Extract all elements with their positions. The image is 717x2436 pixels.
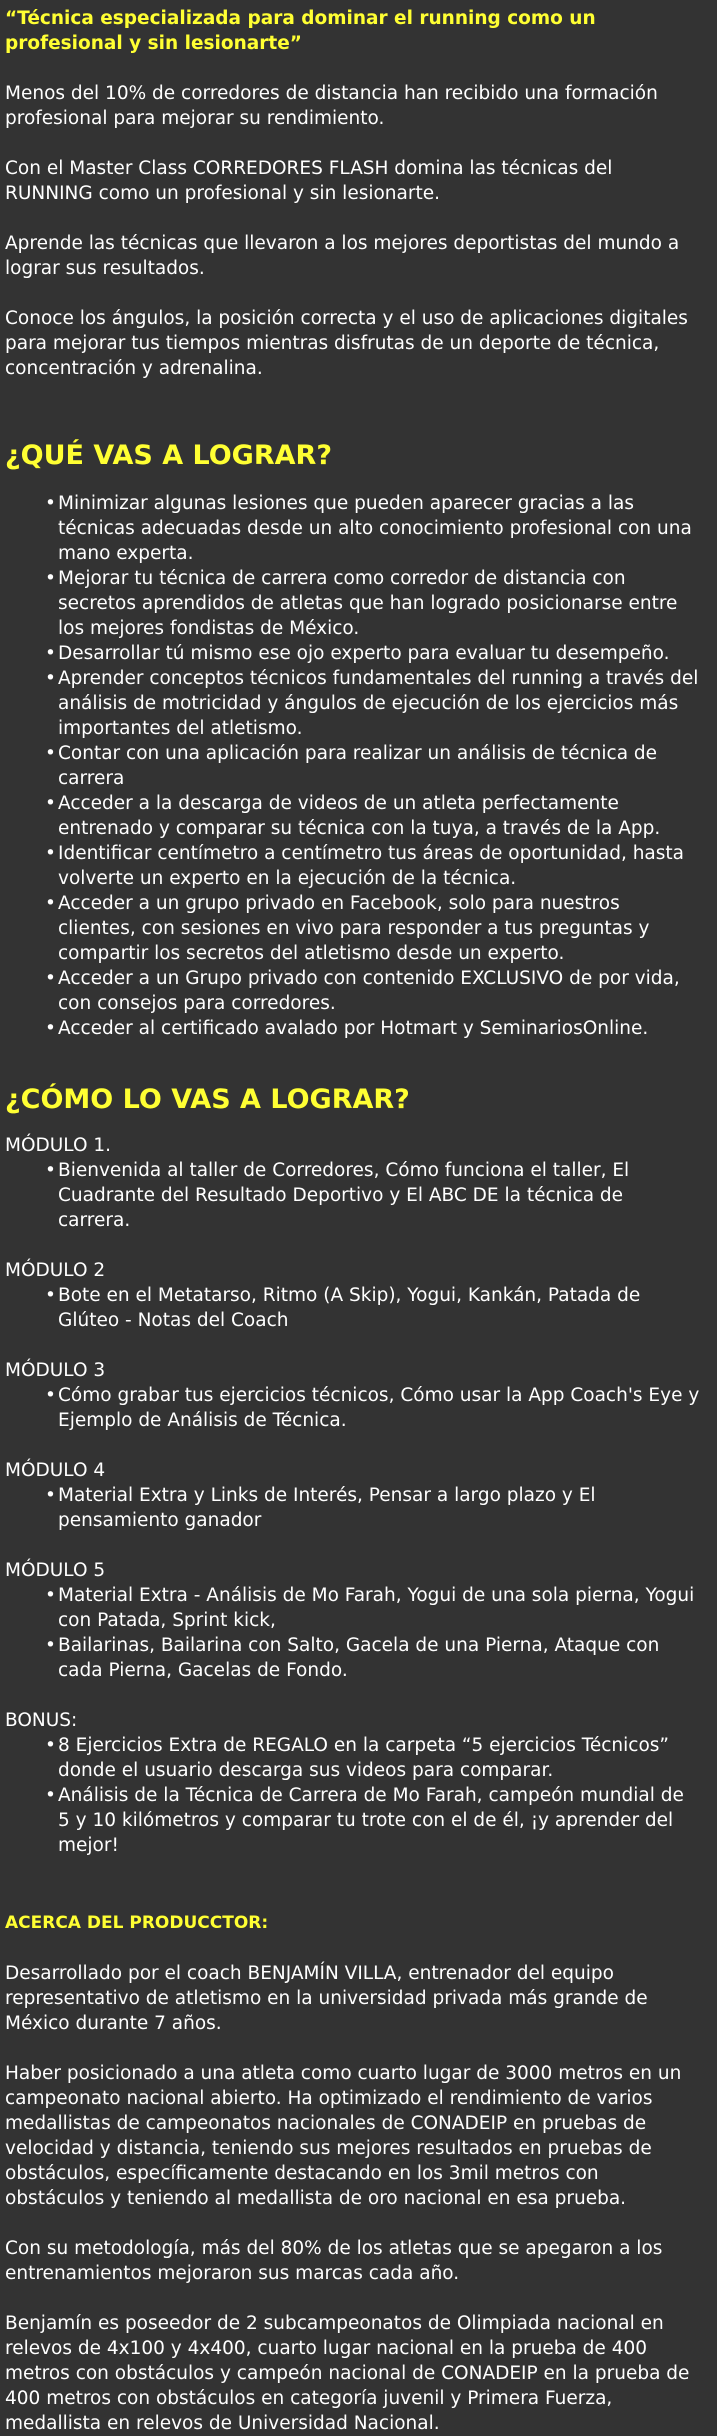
module-block xyxy=(5,1258,700,1333)
module-block xyxy=(5,1558,700,1683)
list-item-text: Acceder a la descarga de videos de un atleta perfectamente entrenado y comparar su técnica con la tuya, a través de la App. xyxy=(58,793,661,839)
list-item xyxy=(5,966,700,1016)
list-item xyxy=(5,841,700,891)
list-item xyxy=(5,1283,700,1333)
bullet-icon: • xyxy=(45,1285,56,1306)
bullet-icon: • xyxy=(45,1635,56,1656)
bullet-icon: • xyxy=(45,893,56,914)
module-title: MÓDULO 3 xyxy=(5,1360,106,1381)
module-list xyxy=(5,1283,700,1333)
module-title: MÓDULO 1. xyxy=(5,1135,112,1156)
list-item xyxy=(5,641,700,666)
list-item-text: Identificar centímetro a centímetro tus áreas de oportunidad, hasta volverte un experto en la ejecución de la técnica. xyxy=(58,843,685,889)
list-item xyxy=(5,666,700,741)
list-item-text: 8 Ejercicios Extra de REGALO en la carpeta “5 ejercicios Técnicos” donde el usuario descarga sus videos para comparar. xyxy=(58,1735,670,1781)
section-heading-acerca: ACERCA DEL PRODUCCTOR: xyxy=(5,1913,269,1933)
list-item xyxy=(5,1483,700,1533)
bonus-block xyxy=(5,1708,700,1858)
list-item-text: Bailarinas, Bailarina con Salto, Gacela de una Pierna, Ataque con cada Pierna, Gacelas de Fondo. xyxy=(58,1635,660,1681)
module-list xyxy=(5,1158,700,1233)
list-item-text: Acceder a un Grupo privado con contenido EXCLUSIVO de por vida, con consejos para corredores. xyxy=(58,968,680,1014)
list-item xyxy=(5,1733,700,1783)
module-block xyxy=(5,1458,700,1533)
list-item-text: Aprender conceptos técnicos fundamentales del running a través del análisis de motricidad y ángulos de ejecución de los ejercicios más importantes del atletismo. xyxy=(58,668,699,739)
bullet-icon: • xyxy=(45,668,56,689)
module-title: MÓDULO 4 xyxy=(5,1460,106,1481)
module-title: MÓDULO 5 xyxy=(5,1560,106,1581)
about-paragraph: Desarrollado por el coach BENJAMÍN VILLA, entrenador del equipo representativo de atletismo en la universidad privada más grande de México durante 7 años. xyxy=(5,1963,648,2034)
list-item xyxy=(5,1016,700,1041)
bonus-title: BONUS: xyxy=(5,1710,78,1731)
bonus-list xyxy=(5,1733,700,1858)
bullet-icon: • xyxy=(45,1160,56,1181)
bullet-icon: • xyxy=(45,843,56,864)
bullet-icon: • xyxy=(45,1785,56,1806)
list-item-text: Material Extra y Links de Interés, Pensar a largo plazo y El pensamiento ganador xyxy=(58,1485,596,1531)
about-paragraph: Con su metodología, más del 80% de los atletas que se apegaron a los entrenamientos mejoraron sus marcas cada año. xyxy=(5,2238,663,2284)
module-list xyxy=(5,1483,700,1533)
intro-paragraph: Conoce los ángulos, la posición correcta y el uso de aplicaciones digitales para mejorar tus tiempos mientras disfrutas de un deporte de técnica, concentración y adrenalina. xyxy=(5,308,688,379)
section-heading-como-lo-vas-a-lograr: ¿CÓMO LO VAS A LOGRAR? xyxy=(5,1084,410,1115)
bullet-icon: • xyxy=(45,493,56,514)
list-item xyxy=(5,1783,700,1858)
about-paragraph: Benjamín es poseedor de 2 subcampeonatos de Olimpiada nacional en relevos de 4x100 y 4x400, cuarto lugar nacional en la prueba de 400 metros con obstáculos y campeón nacional de CONADEIP en la prueba de 400 metros con obstáculos en categoría juvenil y Primera Fuerza, medallista en relevos de Universidad Nacional. xyxy=(5,2313,690,2434)
benefits-list xyxy=(5,491,700,1041)
about-paragraph: Haber posicionado a una atleta como cuarto lugar de 3000 metros en un campeonato nacional abierto. Ha optimizado el rendimiento de varios medallistas de campeonatos nacionales de CONADEIP en pruebas de velocidad y distancia, teniendo sus mejores resultados en pruebas de obstáculos, específicamente destacando en los 3mil metros con obstáculos y teniendo al medallista de oro nacional en esa prueba. xyxy=(5,2063,682,2209)
bullet-icon: • xyxy=(45,793,56,814)
list-item xyxy=(5,566,700,641)
module-block xyxy=(5,1133,700,1233)
bullet-icon: • xyxy=(45,643,56,664)
bullet-icon: • xyxy=(45,1018,56,1039)
bullet-icon: • xyxy=(45,1585,56,1606)
intro-paragraph: Aprende las técnicas que llevaron a los mejores deportistas del mundo a lograr sus resultados. xyxy=(5,233,680,279)
list-item xyxy=(5,1383,700,1433)
section-heading-que-vas-a-lograr: ¿QUÉ VAS A LOGRAR? xyxy=(5,440,332,471)
intro-paragraph: Con el Master Class CORREDORES FLASH domina las técnicas del RUNNING como un profesional y sin lesionarte. xyxy=(5,158,613,204)
module-list xyxy=(5,1583,700,1683)
list-item-text: Acceder a un grupo privado en Facebook, solo para nuestros clientes, con sesiones en vivo para responder a tus preguntas y compartir los secretos del atletismo desde un experto. xyxy=(58,893,650,964)
intro-paragraph: Menos del 10% de corredores de distancia han recibido una formación profesional para mejorar su rendimiento. xyxy=(5,83,658,129)
list-item xyxy=(5,1583,700,1633)
bullet-icon: • xyxy=(45,568,56,589)
bullet-icon: • xyxy=(45,968,56,989)
module-title: MÓDULO 2 xyxy=(5,1260,106,1281)
list-item-text: Cómo grabar tus ejercicios técnicos, Cómo usar la App Coach's Eye y Ejemplo de Análisis de Técnica. xyxy=(58,1385,700,1431)
bullet-icon: • xyxy=(45,1485,56,1506)
bullet-icon: • xyxy=(45,1735,56,1756)
list-item-text: Minimizar algunas lesiones que pueden aparecer gracias a las técnicas adecuadas desde un alto conocimiento profesional con una mano experta. xyxy=(58,493,692,564)
list-item-text: Contar con una aplicación para realizar un análisis de técnica de carrera xyxy=(58,743,658,789)
list-item xyxy=(5,491,700,566)
intro-title: “Técnica especializada para dominar el running como un profesional y sin lesionarte” xyxy=(5,8,596,54)
list-item xyxy=(5,1158,700,1233)
list-item-text: Material Extra - Análisis de Mo Farah, Yogui de una sola pierna, Yogui con Patada, Sprint kick, xyxy=(58,1585,695,1631)
list-item-text: Mejorar tu técnica de carrera como corredor de distancia con secretos aprendidos de atletas que han logrado posicionarse entre los mejores fondistas de México. xyxy=(58,568,678,639)
list-item-text: Análisis de la Técnica de Carrera de Mo Farah, campeón mundial de 5 y 10 kilómetros y comparar tu trote con el de él, ¡y aprender del mejor! xyxy=(58,1785,684,1856)
list-item xyxy=(5,791,700,841)
list-item-text: Bote en el Metatarso, Ritmo (A Skip), Yogui, Kankán, Patada de Glúteo - Notas del Coach xyxy=(58,1285,641,1331)
list-item-text: Desarrollar tú mismo ese ojo experto para evaluar tu desempeño. xyxy=(58,643,670,664)
list-item xyxy=(5,741,700,791)
list-item-text: Acceder al certificado avalado por Hotmart y SeminariosOnline. xyxy=(58,1018,649,1039)
bullet-icon: • xyxy=(45,743,56,764)
module-block xyxy=(5,1358,700,1433)
bullet-icon: • xyxy=(45,1385,56,1406)
list-item-text: Bienvenida al taller de Corredores, Cómo funciona el taller, El Cuadrante del Resultado Deportivo y El ABC DE la técnica de carrera. xyxy=(58,1160,630,1231)
list-item xyxy=(5,1633,700,1683)
module-list xyxy=(5,1383,700,1433)
list-item xyxy=(5,891,700,966)
